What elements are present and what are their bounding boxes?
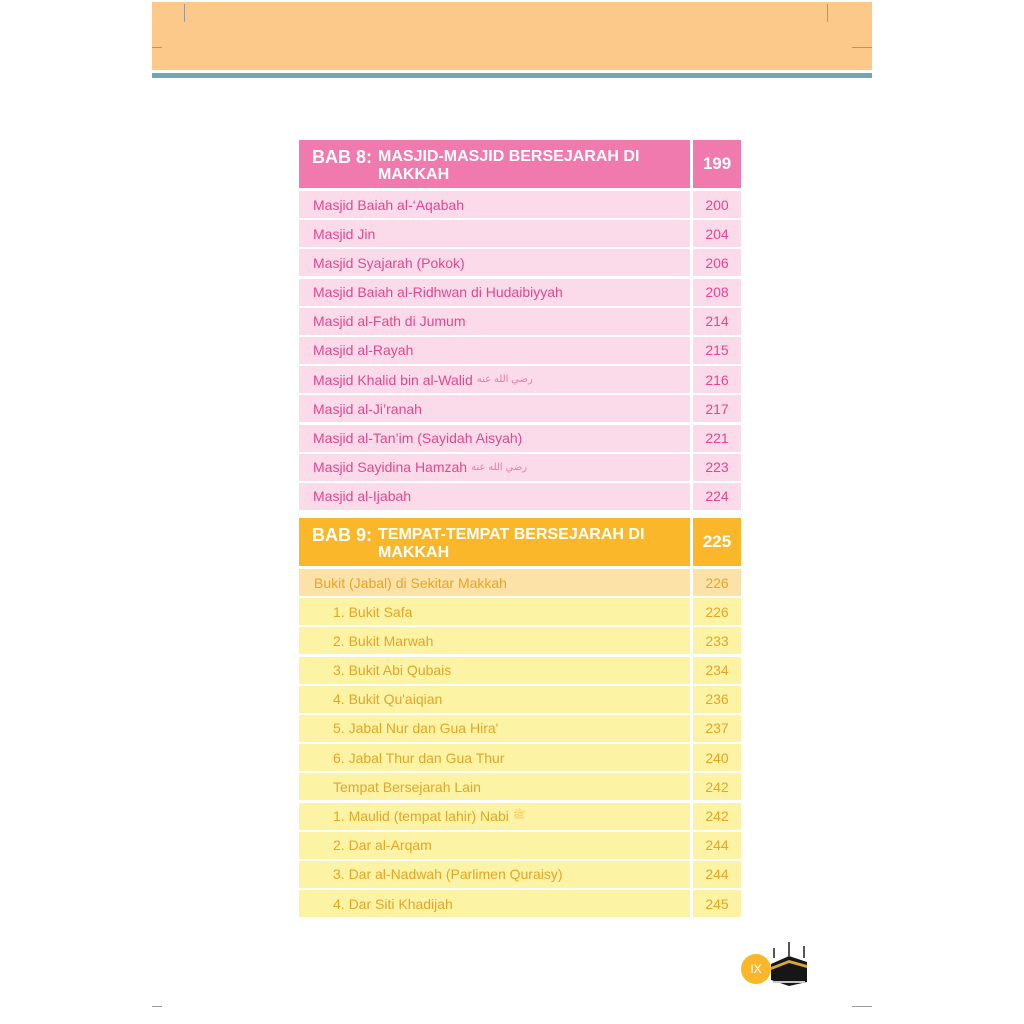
crop-mark	[852, 47, 872, 48]
entry-title-cell	[299, 366, 690, 393]
entry-title: 2. Dar al-Arqam	[299, 832, 690, 859]
top-header-band	[152, 2, 872, 70]
toc-section-entry[interactable]	[299, 569, 741, 596]
toc-entry[interactable]	[299, 191, 741, 218]
entry-title: Masjid al-Tan’im (Sayidah Aisyah)	[299, 425, 690, 452]
entry-title: 1. Bukit Safa	[299, 598, 690, 625]
toc-entry[interactable]	[299, 249, 741, 276]
toc-entry[interactable]	[299, 279, 741, 306]
chapter-title-cell	[299, 518, 690, 566]
entry-title: 4. Bukit Qu'aiqian	[299, 686, 690, 713]
entry-page: 237	[693, 715, 741, 742]
entry-page: 226	[693, 569, 741, 596]
entry-page: 226	[693, 598, 741, 625]
entry-title: 2. Bukit Marwah	[299, 627, 690, 654]
entry-page: 206	[693, 249, 741, 276]
chapter-label: BAB 9:	[312, 525, 373, 545]
toc-entry[interactable]	[299, 803, 741, 830]
entry-page: 242	[693, 773, 741, 800]
top-header-rule	[152, 73, 872, 78]
entry-page: 217	[693, 395, 741, 422]
entry-page: 221	[693, 425, 741, 452]
toc-entry[interactable]	[299, 308, 741, 335]
toc-entry[interactable]	[299, 220, 741, 247]
entry-page: 204	[693, 220, 741, 247]
toc-entry[interactable]	[299, 657, 741, 684]
entry-title: Masjid Jin	[299, 220, 690, 247]
toc-entry[interactable]	[299, 744, 741, 771]
entry-page: 244	[693, 861, 741, 888]
chapter-header[interactable]	[299, 518, 741, 566]
entry-title: Masjid al-Ijabah	[299, 483, 690, 510]
crop-mark	[152, 47, 162, 48]
entry-title: 6. Jabal Thur dan Gua Thur	[299, 744, 690, 771]
entry-page: 208	[693, 279, 741, 306]
toc-entry[interactable]	[299, 366, 741, 393]
entry-page: 234	[693, 657, 741, 684]
entry-page: 214	[693, 308, 741, 335]
toc-entry[interactable]	[299, 890, 741, 917]
honorific-glyph: رضي الله عنه	[476, 374, 533, 386]
chapter-title: TEMPAT-TEMPAT BERSEJARAH DI MAKKAH	[378, 526, 645, 561]
entry-title-cell	[299, 454, 690, 481]
toc-chapter-8	[299, 140, 741, 512]
toc-entry[interactable]	[299, 832, 741, 859]
chapter-label: BAB 8:	[312, 147, 373, 167]
entry-title-cell	[299, 803, 690, 830]
entry-title: Tempat Bersejarah Lain	[299, 773, 690, 800]
toc-entry[interactable]	[299, 715, 741, 742]
toc-entry[interactable]	[299, 454, 741, 481]
entry-page: 223	[693, 454, 741, 481]
chapter-header[interactable]	[299, 140, 741, 188]
chapter-page: 225	[693, 518, 741, 566]
crop-mark	[852, 1006, 872, 1007]
entry-title: 5. Jabal Nur dan Gua Hira'	[299, 715, 690, 742]
entry-title: Masjid al-Rayah	[299, 337, 690, 364]
entry-title: Masjid al-Fath di Jumum	[299, 308, 690, 335]
entry-page: 242	[693, 803, 741, 830]
chapter-page: 199	[693, 140, 741, 188]
toc-entry[interactable]	[299, 337, 741, 364]
entry-title: Masjid Khalid bin al-Walid	[313, 371, 473, 388]
toc-entry[interactable]	[299, 395, 741, 422]
entry-page: 244	[693, 832, 741, 859]
toc-entry[interactable]	[299, 773, 741, 800]
entry-title: Masjid Baiah al-Ridhwan di Hudaibiyyah	[299, 279, 690, 306]
chapter-title: MASJID-MASJID BERSEJARAH DI MAKKAH	[378, 148, 640, 183]
entry-page: 245	[693, 890, 741, 917]
honorific-glyph: ﷺ	[512, 810, 525, 821]
entry-title: Masjid Sayidina Hamzah	[313, 459, 468, 476]
toc-entry[interactable]	[299, 627, 741, 654]
toc-entry[interactable]	[299, 483, 741, 510]
entry-title: 3. Dar al-Nadwah (Parlimen Quraisy)	[299, 861, 690, 888]
entry-page: 224	[693, 483, 741, 510]
entry-title: 4. Dar Siti Khadijah	[299, 890, 690, 917]
entry-title: Masjid Syajarah (Pokok)	[299, 249, 690, 276]
toc-chapter-9	[299, 518, 741, 919]
entry-page: 200	[693, 191, 741, 218]
crop-mark	[184, 4, 185, 22]
entry-title: 1. Maulid (tempat lahir) Nabi	[333, 808, 509, 824]
crop-mark	[827, 4, 828, 22]
page-number-badge: IX	[741, 954, 771, 984]
entry-page: 233	[693, 627, 741, 654]
kaaba-icon	[769, 940, 809, 986]
entry-page: 240	[693, 744, 741, 771]
entry-page: 236	[693, 686, 741, 713]
toc-entry[interactable]	[299, 598, 741, 625]
entry-page: 215	[693, 337, 741, 364]
entry-title: 3. Bukit Abi Qubais	[299, 657, 690, 684]
entry-title: Masjid al-Ji’ranah	[299, 395, 690, 422]
toc-entry[interactable]	[299, 686, 741, 713]
entry-title: Masjid Baiah al-‘Aqabah	[299, 191, 690, 218]
chapter-title-cell	[299, 140, 690, 188]
toc-entry[interactable]	[299, 425, 741, 452]
entry-page: 216	[693, 366, 741, 393]
crop-mark	[152, 1006, 162, 1007]
section-title: Bukit (Jabal) di Sekitar Makkah	[299, 569, 690, 596]
toc-entry[interactable]	[299, 861, 741, 888]
honorific-glyph: رضي الله عنه	[471, 461, 528, 473]
